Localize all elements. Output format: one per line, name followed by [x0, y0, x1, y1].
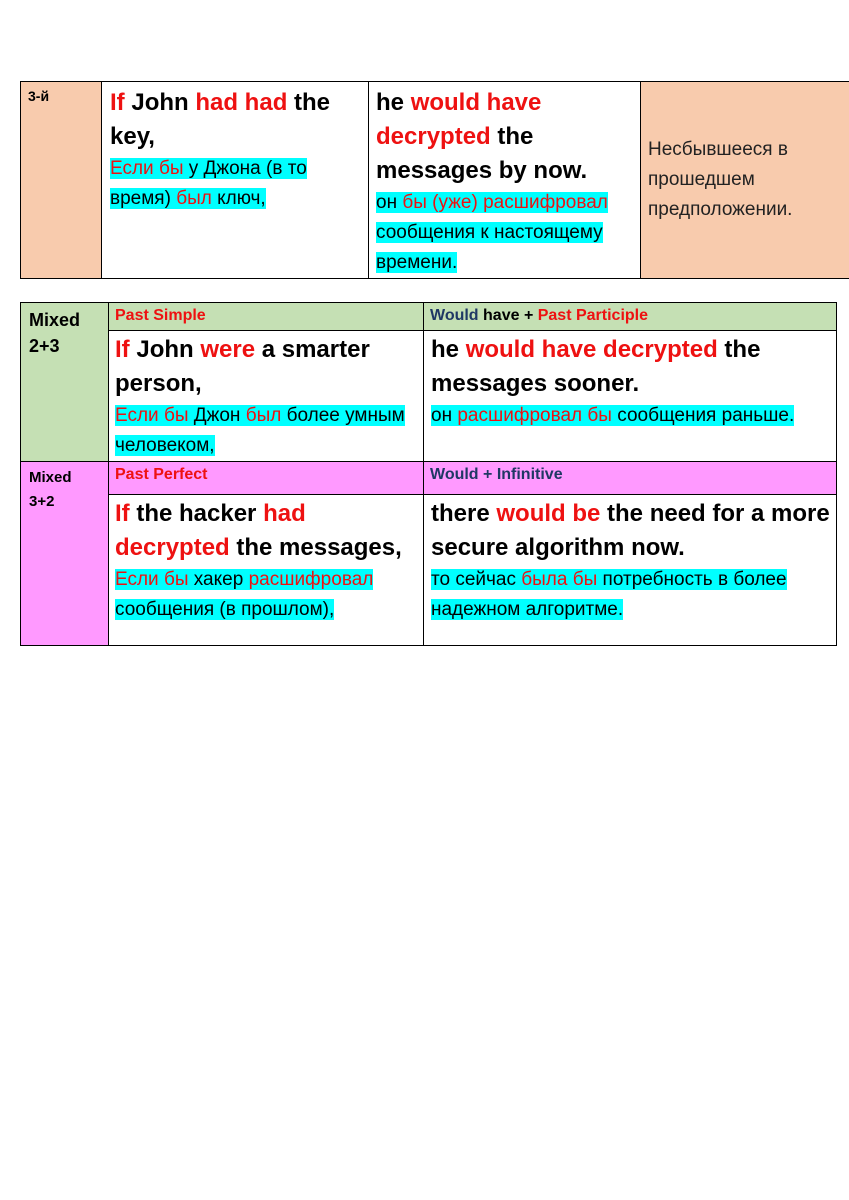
if-clause-english — [115, 497, 417, 565]
text-run: have + — [478, 307, 538, 324]
red-text-run: Если бы — [110, 158, 184, 179]
if-clause-russian — [110, 154, 368, 214]
mixed-type-label-line2: 3+2 — [29, 493, 55, 510]
mixed-type-cell — [21, 303, 109, 462]
red-text-run: Past Perfect — [115, 466, 208, 483]
navy-text-run: Would + Infinitive — [430, 466, 563, 483]
text-run: он — [431, 405, 458, 426]
red-text-run: был — [176, 188, 212, 209]
red-text-run: Если бы — [115, 569, 189, 590]
translation-highlight — [376, 192, 608, 273]
translation-highlight — [431, 405, 794, 426]
text-run: the hacker — [129, 500, 264, 527]
red-text-run: расшифровал — [248, 569, 374, 590]
main-clause-cell — [369, 82, 641, 279]
meaning-note-cell — [641, 82, 849, 279]
main-clause-tense-header — [424, 303, 837, 331]
translation-highlight — [431, 569, 787, 620]
text-run: то сейчас — [431, 569, 522, 590]
red-text-run: would be — [496, 500, 601, 527]
red-text-run: расшифровал бы — [457, 405, 612, 426]
text-run: a smarter person, — [115, 336, 370, 397]
text-run: there — [431, 500, 497, 527]
main-clause-russian — [431, 401, 830, 431]
red-text-run: had had — [195, 89, 288, 116]
text-run: он — [376, 192, 403, 213]
red-text-run: была бы — [521, 569, 598, 590]
text-run: the need for a more secure algorithm now. — [431, 500, 830, 561]
navy-text-run: Would — [430, 307, 479, 324]
main-clause-cell — [424, 495, 837, 646]
main-clause-tense-header — [424, 462, 837, 495]
red-text-run: Past Simple — [115, 307, 206, 324]
if-clause-cell — [102, 82, 369, 279]
mixed-type-label-line2: 2+3 — [29, 336, 60, 356]
text-run: сообщения раньше. — [611, 405, 795, 426]
conditional-type-label: 3-й — [28, 88, 50, 104]
text-run: Джон — [188, 405, 246, 426]
red-text-run: would have decrypted — [465, 336, 718, 363]
red-text-run: Past Participle — [537, 307, 649, 324]
main-clause-cell — [424, 331, 837, 462]
text-run: the messages by now. — [376, 123, 588, 184]
text-run: у Джона (в то время) — [110, 158, 307, 209]
meaning-note: Несбывшееся в прошедшем предположении. — [648, 139, 793, 220]
example-row — [21, 495, 837, 646]
main-clause-english — [431, 497, 830, 565]
if-clause-russian — [115, 401, 417, 461]
text-run: he — [431, 336, 466, 363]
red-text-run: had decrypted — [115, 500, 306, 561]
table-row — [21, 82, 849, 279]
red-text-run: If — [110, 89, 125, 116]
red-text-run: If — [115, 336, 130, 363]
if-clause-tense-header — [109, 462, 424, 495]
text-run: the messages sooner. — [431, 336, 761, 397]
header-row — [21, 462, 837, 495]
mixed-type-label-line1: Mixed — [29, 469, 72, 486]
red-text-run: would have decrypted — [376, 89, 542, 150]
conditional-type-cell — [21, 82, 102, 279]
header-row — [21, 303, 837, 331]
text-run: более умным человеком, — [115, 405, 405, 456]
translation-highlight — [110, 158, 307, 209]
third-conditional-table — [20, 81, 849, 279]
text-run: the key, — [110, 89, 331, 150]
example-row — [21, 331, 837, 462]
text-run: John — [129, 336, 201, 363]
text-run: John — [124, 89, 196, 116]
red-text-run: Если бы — [115, 405, 189, 426]
if-clause-russian — [115, 565, 417, 625]
if-clause-cell — [109, 495, 424, 646]
translation-highlight — [115, 569, 373, 620]
if-clause-english — [115, 333, 417, 401]
text-run: the messages, — [229, 534, 402, 561]
text-run: ключ, — [211, 188, 266, 209]
main-clause-russian — [376, 188, 640, 278]
main-clause-english — [431, 333, 830, 401]
mixed-type-label-line1: Mixed — [29, 310, 81, 330]
text-run: потребность в более надежном алгоритме. — [431, 569, 787, 620]
text-run: сообщения к настоящему времени. — [376, 222, 603, 273]
main-clause-english — [376, 86, 640, 188]
if-clause-cell — [109, 331, 424, 462]
text-run: хакер — [188, 569, 249, 590]
red-text-run: был — [245, 405, 282, 426]
red-text-run: If — [115, 500, 130, 527]
red-text-run: were — [200, 336, 256, 363]
text-run: сообщения (в прошлом), — [115, 599, 335, 620]
mixed-conditionals-table — [20, 302, 837, 646]
text-run: he — [376, 89, 411, 116]
red-text-run: бы (уже) расшифровал — [402, 192, 608, 213]
if-clause-tense-header — [109, 303, 424, 331]
main-clause-russian — [431, 565, 830, 625]
mixed-type-cell — [21, 462, 109, 646]
translation-highlight — [115, 405, 405, 456]
if-clause-english — [110, 86, 368, 154]
